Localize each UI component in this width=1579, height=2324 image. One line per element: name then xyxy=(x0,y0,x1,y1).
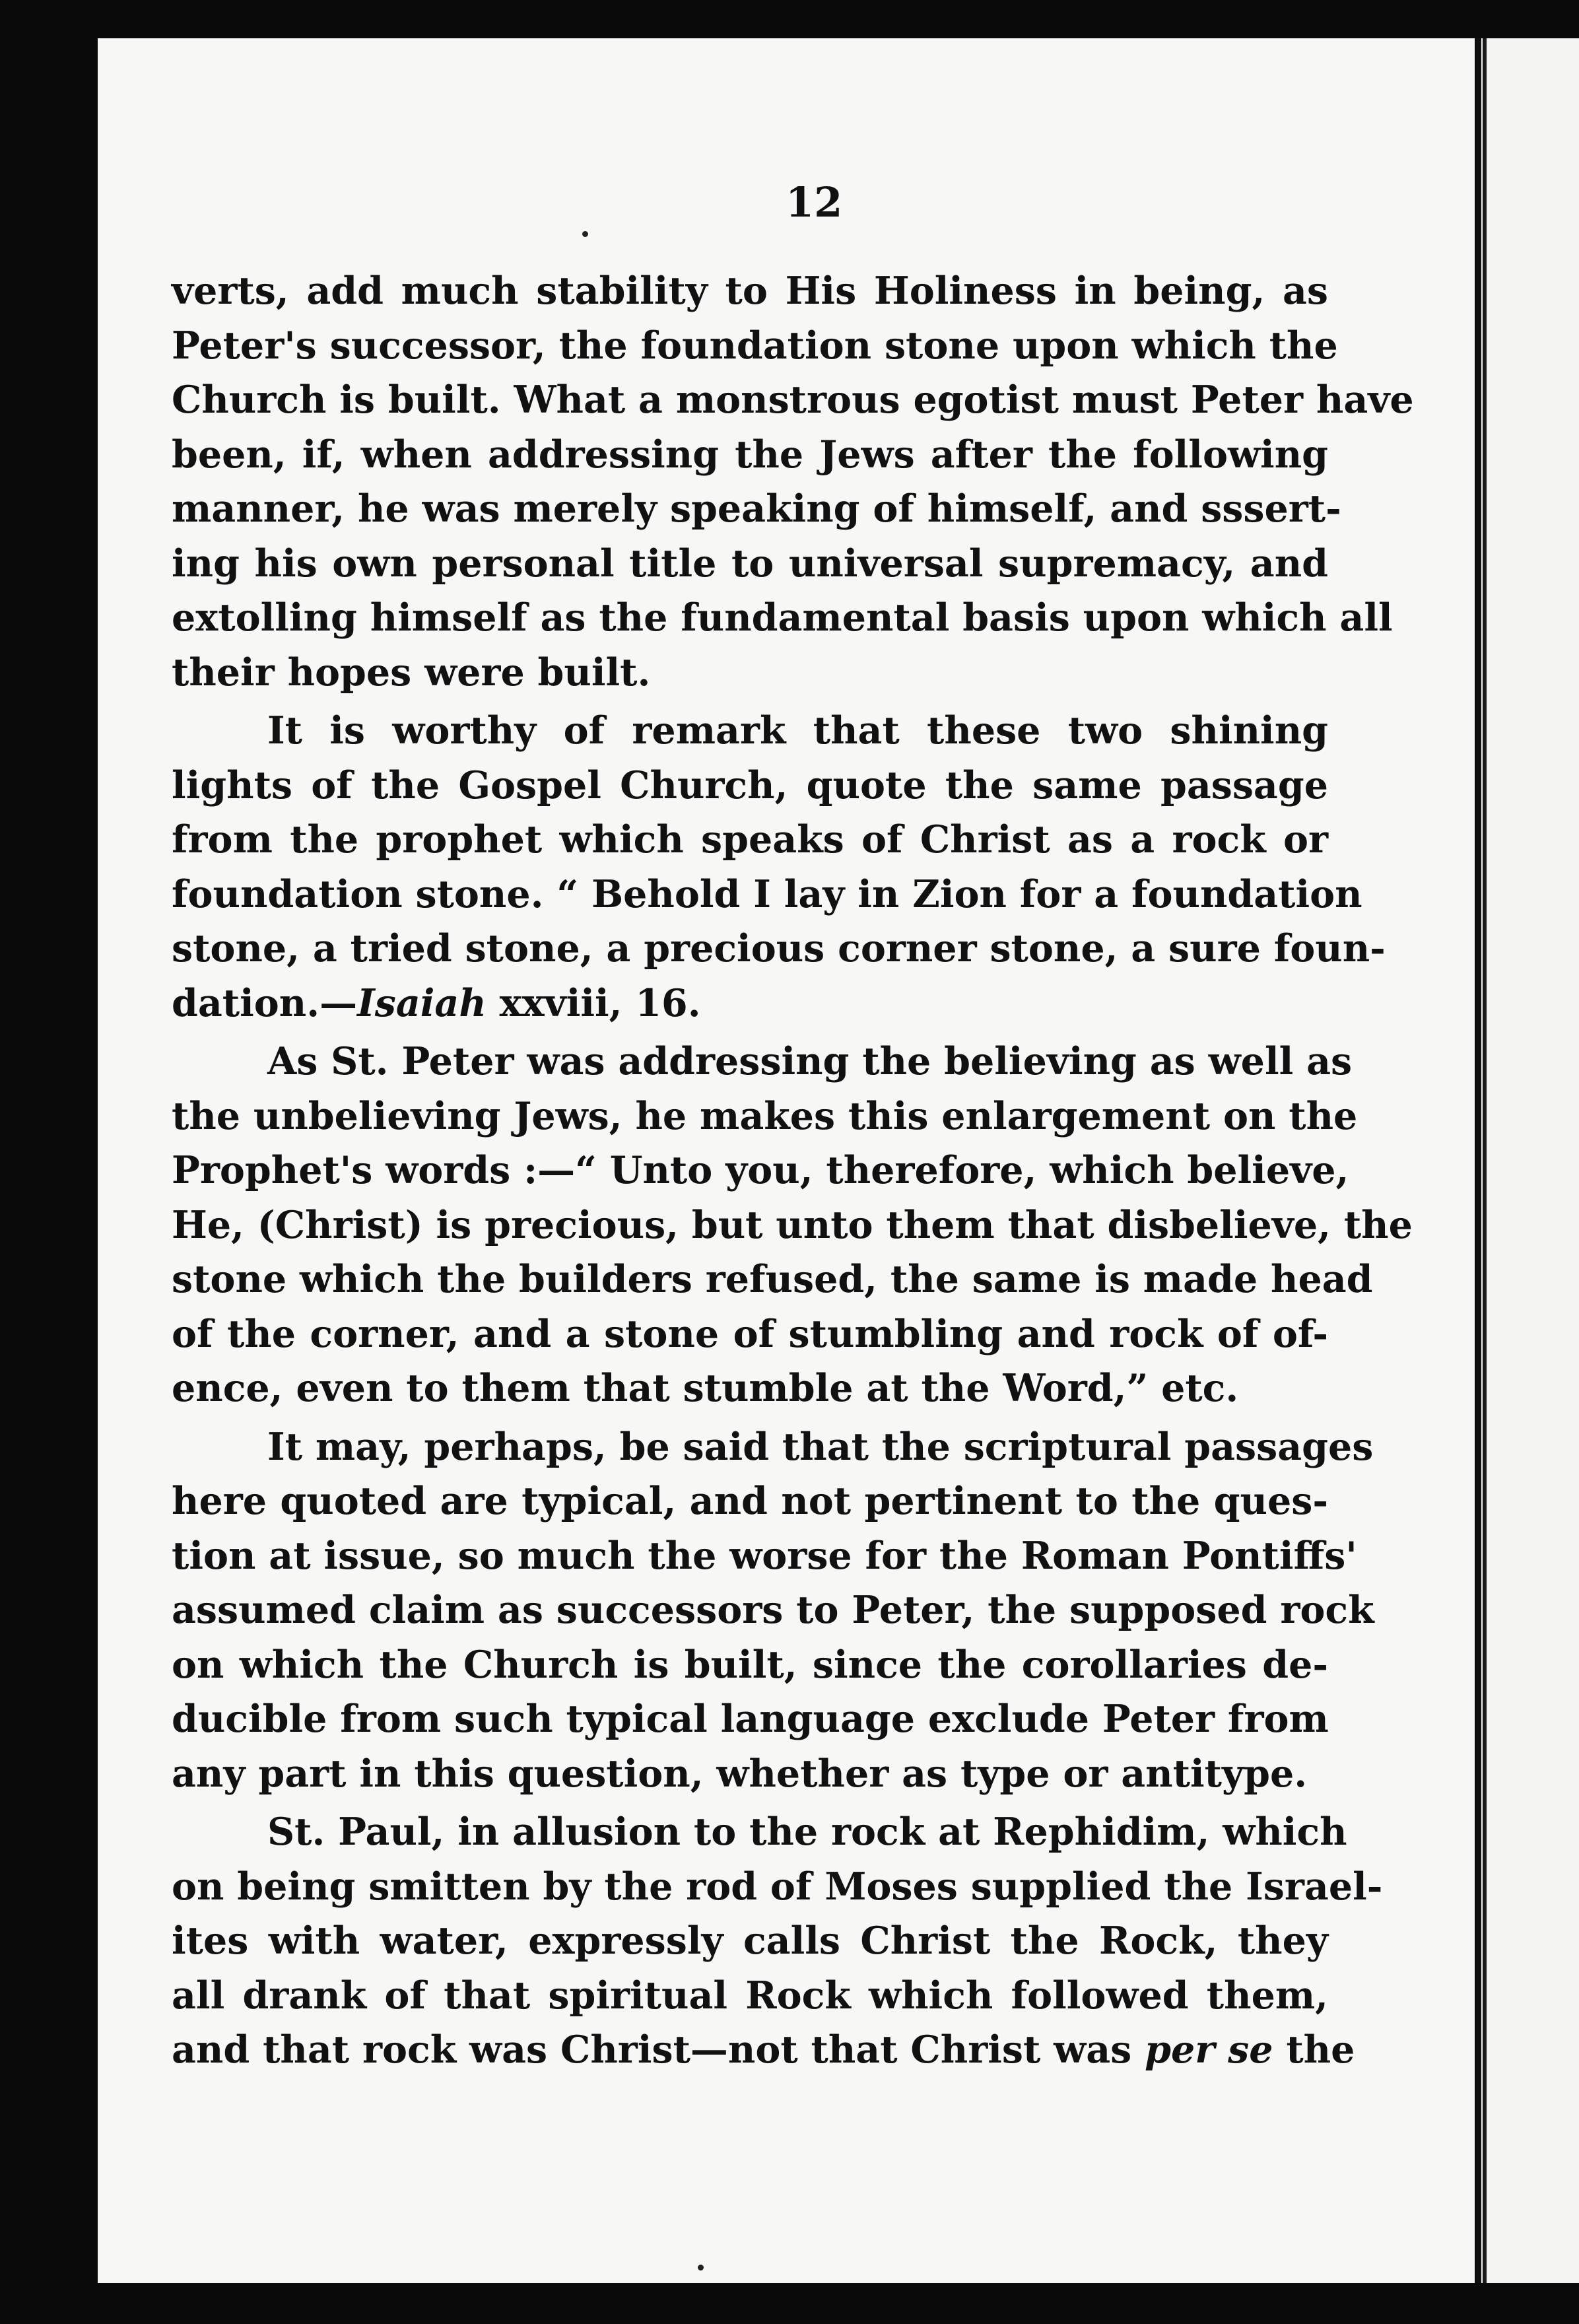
ink-speck xyxy=(582,231,588,237)
text-line: ites with water, expressly calls Christ the Rock, they xyxy=(172,1919,1328,1963)
text-line: extolling himself as the fundamental basis upon which all xyxy=(172,596,1393,640)
ink-speck xyxy=(698,2265,704,2271)
text-line: Peter's successor, the foundation stone upon which the xyxy=(172,323,1338,368)
text-line: lights of the Gospel Church, quote the same passage xyxy=(172,763,1328,807)
text-line: Church is built. What a monstrous egotist must Peter have xyxy=(172,378,1414,422)
paragraph-1 xyxy=(172,264,1414,700)
paragraph-3 xyxy=(172,1035,1413,1416)
text-line: and that rock was Christ—not that Christ was per se the xyxy=(172,2028,1355,2072)
text-line: It is worthy of remark that these two shining xyxy=(267,708,1328,753)
binding-rule xyxy=(1483,38,1487,2283)
text-line: St. Paul, in allusion to the rock at Rephidim, which xyxy=(267,1810,1347,1854)
body-text xyxy=(172,264,1414,2078)
text-line: manner, he was merely speaking of himself, and sssert- xyxy=(172,487,1341,531)
paragraph-2 xyxy=(172,704,1386,1031)
text-line: on being smitten by the rod of Moses supplied the Israel- xyxy=(172,1864,1383,1909)
text-line: ence, even to them that stumble at the Word,” etc. xyxy=(172,1366,1239,1410)
text-line: on which the Church is built, since the corollaries de- xyxy=(172,1642,1328,1687)
text-line: As St. Peter was addressing the believing as well as xyxy=(267,1039,1353,1083)
text-line: here quoted are typical, and not pertinent to the ques- xyxy=(172,1479,1328,1523)
text-line: It may, perhaps, be said that the scriptural passages xyxy=(267,1424,1374,1469)
text-line: the unbelieving Jews, he makes this enlargement on the xyxy=(172,1093,1358,1138)
text-line: Prophet's words :—“ Unto you, therefore, which believe, xyxy=(172,1148,1349,1192)
paragraph-4 xyxy=(172,1420,1374,1802)
page-number: 12 xyxy=(786,178,843,226)
text-line: been, if, when addressing the Jews after the following xyxy=(172,432,1328,477)
text-line: ing his own personal title to universal supremacy, and xyxy=(172,541,1328,586)
text-line: foundation stone. “ Behold I lay in Zion for a foundation xyxy=(172,872,1362,916)
page-edge xyxy=(1476,38,1481,2283)
text-line: from the prophet which speaks of Christ as a rock or xyxy=(172,817,1328,862)
paragraph-5 xyxy=(172,1805,1383,2078)
text-line: any part in this question, whether as type or antitype. xyxy=(172,1751,1308,1796)
text-line: stone which the builders refused, the same is made head xyxy=(172,1257,1373,1301)
text-line: stone, a tried stone, a precious corner stone, a sure foun- xyxy=(172,926,1386,971)
text-line: He, (Christ) is precious, but unto them that disbelieve, the xyxy=(172,1202,1413,1247)
text-line: dation.—Isaiah xxviii, 16. xyxy=(172,980,701,1025)
text-line: verts, add much stability to His Holiness in being, as xyxy=(172,269,1328,313)
text-line: all drank of that spiritual Rock which followed them, xyxy=(172,1973,1328,2018)
text-line: their hopes were built. xyxy=(172,650,651,695)
text-line: of the corner, and a stone of stumbling and rock of of- xyxy=(172,1311,1328,1356)
text-line: assumed claim as successors to Peter, the supposed rock xyxy=(172,1588,1374,1632)
text-line: ducible from such typical language exclude Peter from xyxy=(172,1697,1329,1741)
text-line: tion at issue, so much the worse for the Roman Pontiffs' xyxy=(172,1533,1357,1578)
facing-page-edge xyxy=(1481,38,1579,2283)
